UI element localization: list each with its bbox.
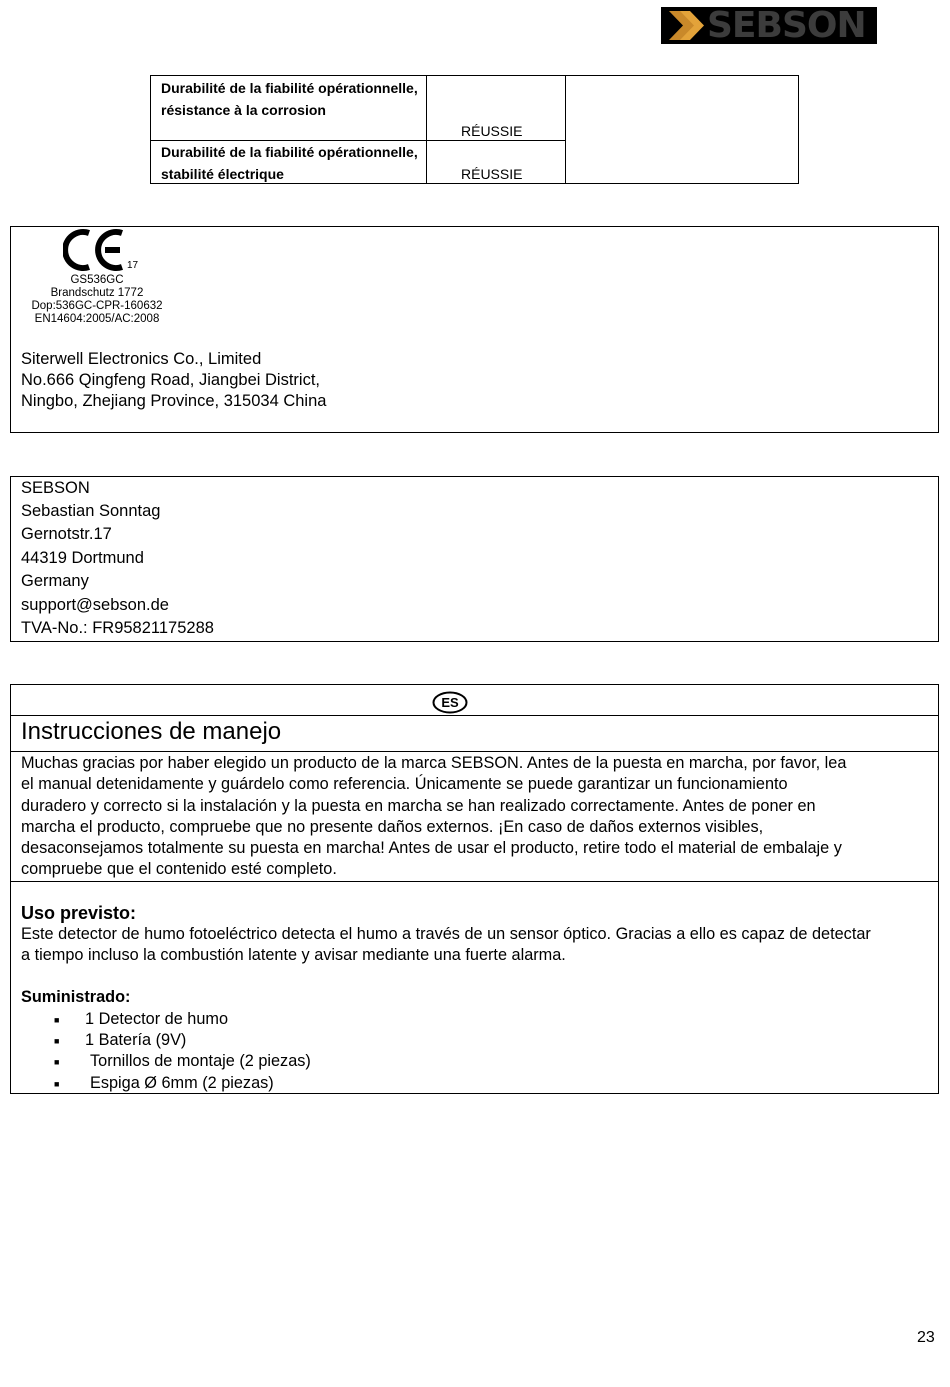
street: Gernotstr.17	[21, 525, 112, 543]
page-number: 23	[917, 1329, 935, 1346]
city: 44319 Dortmund	[21, 549, 144, 567]
language-badge-icon	[432, 691, 468, 714]
chevron-logo-icon	[667, 9, 711, 42]
company-name: SEBSON	[21, 479, 90, 497]
distributor-address-box	[10, 476, 939, 642]
intended-use-paragraph: Este detector de humo fotoeléctrico detecta el humo a través de un sensor óptico. Gracias a ello es capaz de detectar a tiempo incluso la combustión latente y avisar mediante una fuerte alarma.	[21, 925, 871, 965]
list-item: 1 Detector de humo	[85, 1010, 228, 1028]
bullet-icon: ■	[54, 1015, 60, 1025]
vat-number: TVA-No.: FR95821175288	[21, 619, 214, 637]
ce-standard: EN14604:2005/AC:2008	[34, 313, 160, 325]
ce-year: 17	[127, 260, 139, 271]
intro-paragraph: Muchas gracias por haber elegido un producto de la marca SEBSON. Antes de la puesta en marcha, por favor, lea el manual detenidamente y guárdelo como referencia. Únicamente se puede garantizar un funcionamiento duradero y correcto si la instalación y la puesta en marcha se han realizado correctamente. Antes de poner en marcha el producto, compruebe que no presente daños externos. ¡En caso de daños externos visibles, desaconsejamos totalmente su puesta en marcha! Antes de usar el producto, retire todo el material de embalaje y compruebe que el contenido esté completo.	[21, 754, 847, 879]
list-item: Espiga Ø 6mm (2 piezas)	[90, 1074, 274, 1092]
ce-fire-protection: Brandschutz 1772	[50, 287, 144, 299]
support-email: support@sebson.de	[21, 596, 169, 614]
contact-name: Sebastian Sonntag	[21, 502, 161, 520]
table-row-result: RÉUSSIE	[461, 123, 523, 139]
ce-certification-box	[10, 226, 939, 433]
test-results-table	[150, 75, 799, 184]
list-item: 1 Batería (9V)	[85, 1031, 187, 1049]
sebson-logo	[661, 7, 877, 44]
logo-wordmark: SEBSON	[707, 5, 866, 46]
supplied-heading: Suministrado:	[21, 988, 131, 1006]
manufacturer-address-line: Ningbo, Zhejiang Province, 315034 China	[21, 392, 327, 410]
table-row-criterion: Durabilité de la fiabilité opérationnelle, résistance à la corrosion	[161, 80, 418, 118]
ce-model: GS536GC	[70, 274, 124, 286]
bullet-icon: ■	[54, 1057, 60, 1067]
intended-use-heading: Uso previsto:	[21, 903, 137, 923]
bullet-icon: ■	[54, 1036, 60, 1046]
country: Germany	[21, 572, 89, 590]
table-row-result: RÉUSSIE	[461, 166, 523, 182]
bullet-icon: ■	[54, 1079, 60, 1089]
section-title: Instrucciones de manejo	[21, 718, 282, 745]
language-badge-label: ES	[441, 695, 459, 710]
manufacturer-address-line: No.666 Qingfeng Road, Jiangbei District,	[21, 371, 320, 389]
manufacturer-name: Siterwell Electronics Co., Limited	[21, 350, 262, 368]
list-item: Tornillos de montaje (2 piezas)	[90, 1052, 311, 1070]
ce-dop: Dop:536GC-CPR-160632	[31, 300, 163, 312]
instructions-section	[10, 684, 939, 1094]
ce-mark-icon	[63, 227, 127, 273]
table-row-criterion: Durabilité de la fiabilité opérationnelle, stabilité électrique	[161, 144, 418, 182]
